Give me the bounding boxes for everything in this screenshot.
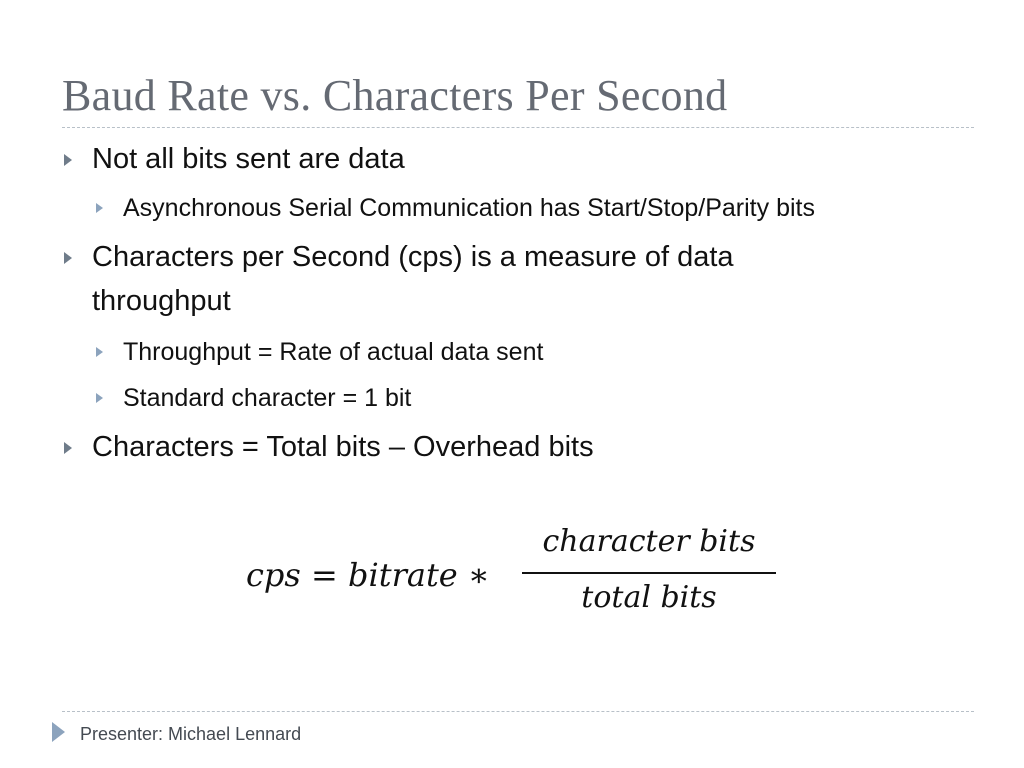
presenter-footer: Presenter: Michael Lennard <box>80 724 302 744</box>
footer-divider <box>62 711 974 712</box>
bullet-arrow-icon <box>96 393 103 403</box>
bullet-arrow-icon <box>64 252 72 264</box>
cps-formula <box>246 520 786 620</box>
bullet-level1: Characters per Second (cps) is a measure of data <box>92 241 734 273</box>
bullet-arrow-icon <box>64 154 72 166</box>
formula-lhs: cps = bitrate ∗ <box>246 556 490 594</box>
fraction-bar <box>522 572 776 574</box>
bullet-level2: Asynchronous Serial Communication has Start/Stop/Parity bits <box>123 194 815 222</box>
bullet-arrow-icon <box>96 203 103 213</box>
bullet-level1-continuation: throughput <box>92 285 231 317</box>
formula-numerator: character bits <box>542 524 756 559</box>
bullet-level1: Characters = Total bits – Overhead bits <box>92 431 594 463</box>
bullet-level2: Throughput = Rate of actual data sent <box>123 338 544 366</box>
bullet-arrow-icon <box>96 347 103 357</box>
footer-triangle-icon <box>52 722 65 742</box>
bullet-arrow-icon <box>64 442 72 454</box>
bullet-level1: Not all bits sent are data <box>92 143 405 175</box>
slide-title: Baud Rate vs. Characters Per Second <box>62 71 728 120</box>
formula-denominator: total bits <box>581 580 717 615</box>
bullet-level2: Standard character = 1 bit <box>123 384 412 412</box>
